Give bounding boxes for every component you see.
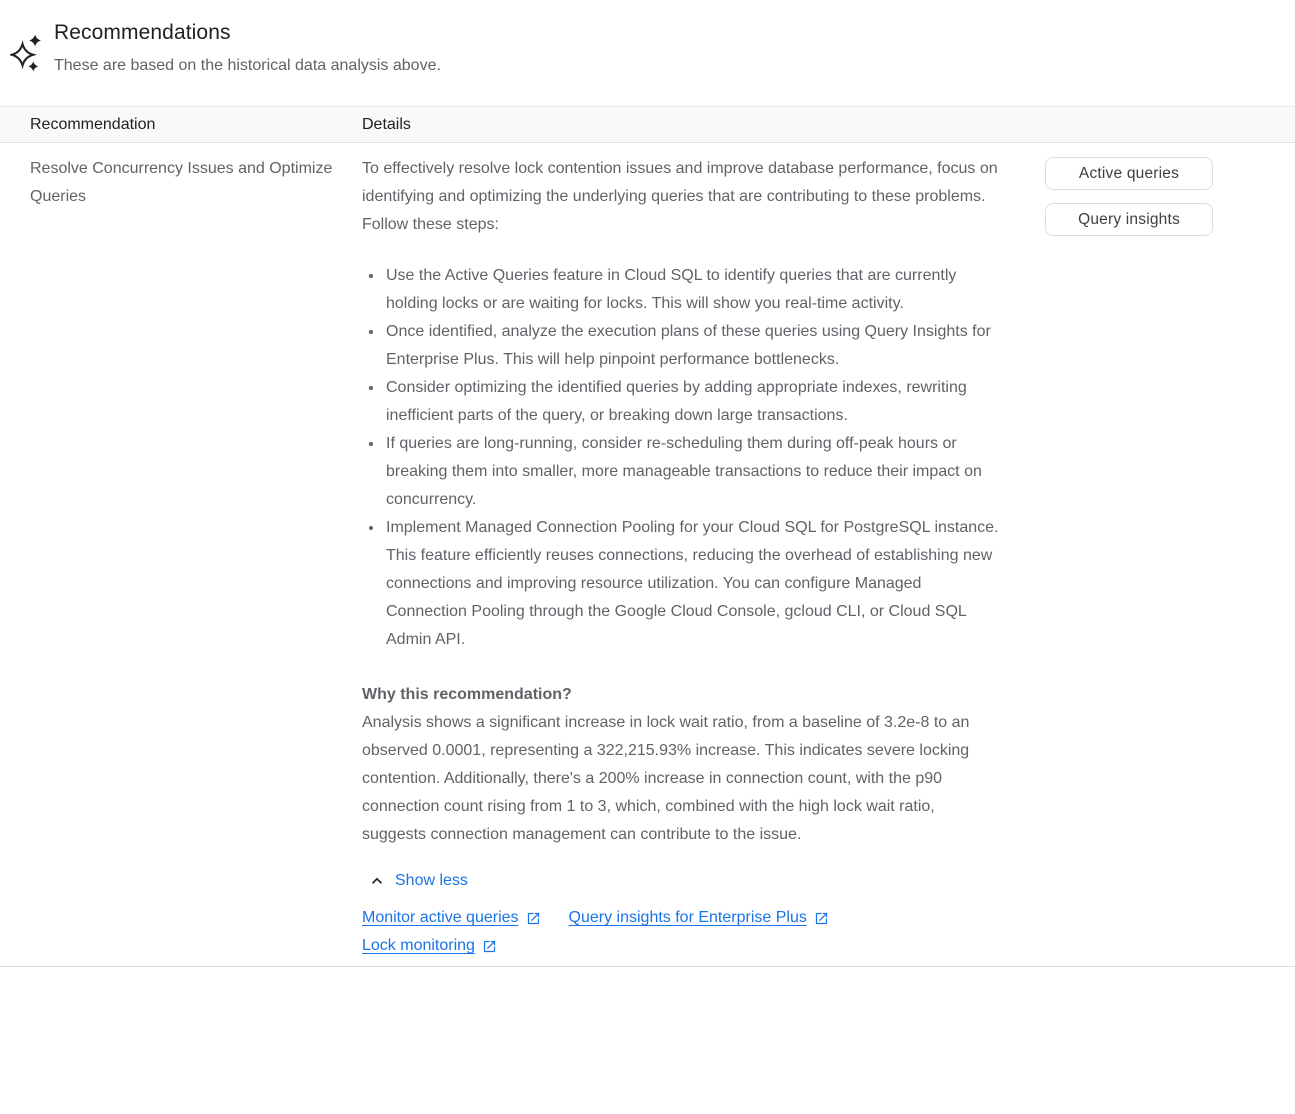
recommendation-cell xyxy=(0,155,362,960)
bullet-item: • Once identified, analyze the execution plans of these queries using Query Insights for Enterprise Plus. This will help pinpoint performance bottlenecks. xyxy=(384,318,1002,374)
link-lock-monitoring[interactable] xyxy=(362,932,497,960)
bullet-item: • Implement Managed Connection Pooling for your Cloud SQL for PostgreSQL instance. This feature efficiently reuses connections, reducing the overhead of establishing new connections and improving resource utilization. You can configure Managed Connection Pooling through the Google Cloud Console, gcloud CLI, or Cloud SQL Admin API. xyxy=(384,514,1002,654)
link-query-insights-enterprise-plus[interactable] xyxy=(569,904,829,932)
details-intro: To effectively resolve lock contention issues and improve database performance, focus on identifying and optimizing the underlying queries that are contributing to these problems. Follow these steps: xyxy=(362,160,998,233)
details-bullet-list xyxy=(362,262,1002,654)
external-link-icon xyxy=(814,911,829,926)
show-less-button[interactable] xyxy=(362,867,468,895)
page-subtitle: These are based on the historical data analysis above. xyxy=(54,57,441,74)
why-recommendation-text: Analysis shows a significant increase in lock wait ratio, from a baseline of 3.2e-8 to an observed 0.0001, representing a 322,215.93% increase. This indicates severe locking contention. Additionally, there's a 200% increase in connection count, with the p90 connection count rising from 1 to 3, which, combined with the high lock wait ratio, suggests connection management can contribute to the issue. xyxy=(362,714,970,843)
column-header-details: Details xyxy=(362,115,411,133)
panel-header xyxy=(0,0,1295,79)
sparkle-icon xyxy=(8,16,54,79)
table-row xyxy=(0,143,1295,967)
page-title: Recommendations xyxy=(54,21,231,44)
query-insights-button[interactable]: Query insights xyxy=(1045,203,1213,236)
column-header-recommendation: Recommendation xyxy=(30,115,156,133)
bullet-item: • Consider optimizing the identified queries by adding appropriate indexes, rewriting inefficient parts of the query, or breaking down large transactions. xyxy=(384,374,1002,430)
active-queries-button[interactable]: Active queries xyxy=(1045,157,1213,190)
link-label: Query insights for Enterprise Plus xyxy=(568,909,807,926)
link-label: Monitor active queries xyxy=(362,909,519,926)
link-monitor-active-queries[interactable] xyxy=(362,904,541,932)
recommendations-table xyxy=(0,106,1295,967)
related-links xyxy=(362,904,982,960)
why-recommendation-heading: Why this recommendation? xyxy=(362,686,572,703)
recommendation-title: Resolve Concurrency Issues and Optimize Queries xyxy=(30,160,333,205)
panel-header-text xyxy=(54,16,441,79)
table-header-row xyxy=(0,106,1295,143)
chevron-up-icon xyxy=(367,871,387,891)
external-link-icon xyxy=(526,911,541,926)
actions-cell xyxy=(1045,155,1295,960)
external-link-icon xyxy=(482,939,497,954)
link-label: Lock monitoring xyxy=(362,937,475,954)
details-cell xyxy=(362,155,1002,960)
show-less-label: Show less xyxy=(395,872,468,889)
bullet-item: • If queries are long-running, consider re-scheduling them during off-peak hours or breaking them into smaller, more manageable transactions to reduce their impact on concurrency. xyxy=(384,430,1002,514)
bullet-item: • Use the Active Queries feature in Cloud SQL to identify queries that are currently holding locks or are waiting for locks. This will show you real-time activity. xyxy=(384,262,1002,318)
